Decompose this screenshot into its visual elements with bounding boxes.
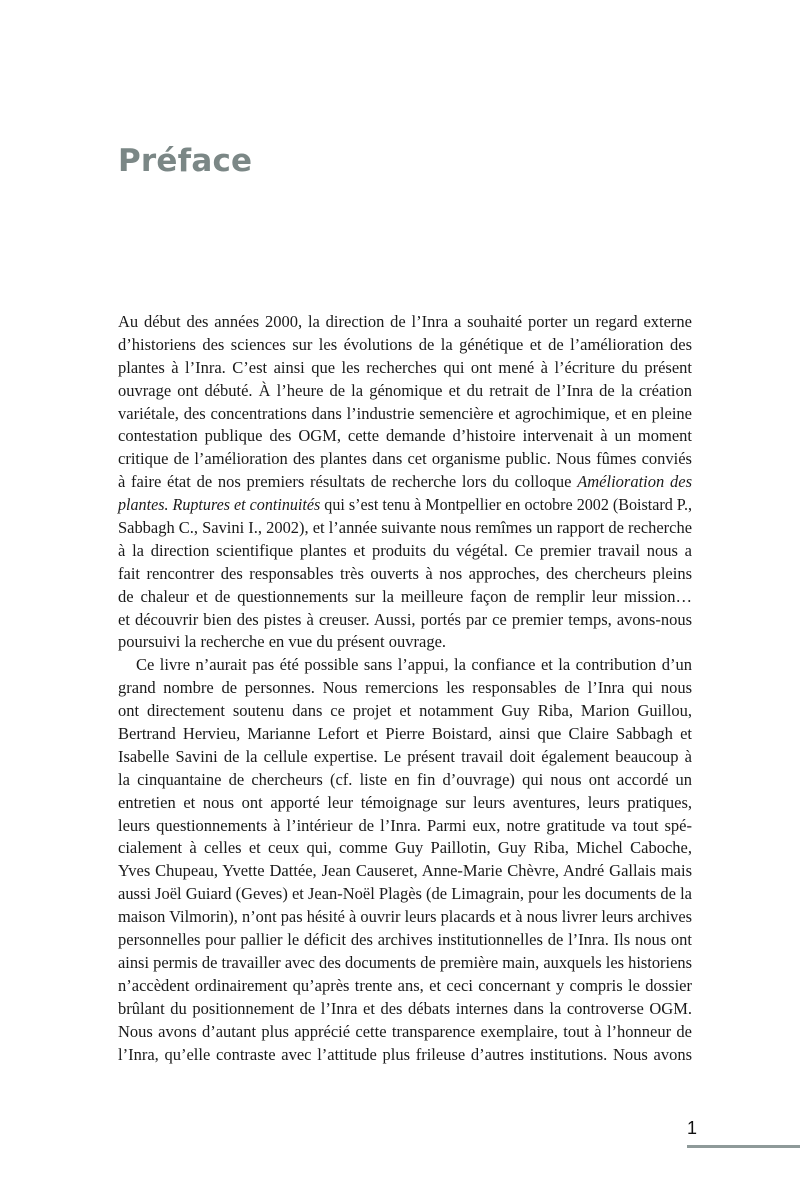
text-line bbox=[118, 837, 692, 860]
text-line bbox=[118, 906, 692, 929]
text-line bbox=[118, 494, 692, 517]
text-line bbox=[118, 746, 692, 769]
text-line bbox=[118, 792, 692, 815]
text-line-content bbox=[118, 380, 692, 403]
text-line-content bbox=[136, 654, 692, 677]
text-segment: entretien et nous ont apporté leur témoignage sur leurs aventures, leurs pratiques, bbox=[118, 792, 693, 812]
text-segment: à faire état de nos premiers résultats de recherche lors du colloque bbox=[118, 472, 578, 492]
text-segment: Isabelle Savini de la cellule expertise. Le présent travail doit également beaucoup à bbox=[118, 746, 692, 766]
text-line-content bbox=[118, 357, 692, 380]
text-line-content bbox=[118, 494, 692, 517]
text-segment: qui s’est tenu à Montpellier en octobre 2002 (Boistard P., bbox=[320, 495, 693, 515]
text-line bbox=[118, 357, 692, 380]
text-line-content bbox=[118, 792, 692, 815]
text-segment: de chaleur et de questionnements sur la meilleure façon de remplir leur mission… bbox=[118, 586, 692, 606]
text-line bbox=[118, 334, 692, 357]
text-line bbox=[118, 609, 692, 632]
text-line bbox=[118, 380, 692, 403]
text-line bbox=[118, 769, 692, 792]
text-line-content bbox=[118, 448, 692, 471]
text-segment: Nous avons d’autant plus apprécié cette transparence exemplaire, tout à l’honneur de bbox=[118, 1021, 692, 1041]
text-line-content bbox=[118, 517, 692, 540]
text-line-content bbox=[118, 860, 692, 883]
text-line-content bbox=[118, 540, 692, 563]
text-line-content bbox=[118, 1044, 692, 1067]
text-segment: ont directement soutenu dans ce projet et notamment Guy Riba, Marion Guillou, bbox=[118, 701, 692, 721]
text-segment: brûlant du positionnement de l’Inra et des débats internes dans la controverse OGM. bbox=[118, 998, 692, 1018]
text-line-content bbox=[118, 334, 692, 357]
text-segment: la cinquantaine de chercheurs (cf. liste en fin d’ouvrage) qui nous ont accordé un bbox=[118, 769, 692, 789]
text-line-content bbox=[118, 975, 692, 998]
text-line bbox=[118, 975, 692, 998]
text-segment: Ce livre n’aurait pas été possible sans l’appui, la confiance et la contribution d’un bbox=[136, 655, 693, 675]
text-line-content bbox=[118, 723, 692, 746]
text-line bbox=[118, 517, 692, 540]
text-line bbox=[118, 448, 692, 471]
text-line-content bbox=[118, 609, 692, 632]
page-title: Préface bbox=[118, 143, 253, 179]
text-segment: ainsi permis de travailler avec des documents de première main, auxquels les historiens bbox=[118, 952, 692, 972]
text-line bbox=[118, 654, 692, 677]
text-segment: n’accèdent ordinairement qu’après trente ans, et ceci concernant y compris le dossier bbox=[118, 975, 692, 995]
text-segment: leurs questionnements à l’intérieur de l’Inra. Parmi eux, notre gratitude va tout spé- bbox=[118, 815, 692, 835]
text-line bbox=[118, 815, 692, 838]
text-segment: Bertrand Hervieu, Marianne Lefort et Pierre Boistard, ainsi que Claire Sabbagh et bbox=[118, 724, 692, 744]
text-segment: variétale, des concentrations dans l’industrie semencière et agrochimique, et en pleine bbox=[118, 403, 692, 423]
text-line-content bbox=[118, 425, 692, 448]
text-segment: à la direction scientifique plantes et produits du végétal. Ce premier travail nous a bbox=[118, 540, 692, 560]
text-segment: Au début des années 2000, la direction de l’Inra a souhaité porter un regard externe bbox=[118, 312, 692, 331]
text-segment: ouvrage ont débuté. À l’heure de la génomique et du retrait de l’Inra de la création bbox=[118, 380, 692, 400]
page-number: 1 bbox=[687, 1118, 698, 1138]
text-line-content bbox=[118, 883, 692, 906]
text-line bbox=[118, 403, 692, 426]
text-line bbox=[118, 563, 692, 586]
text-segment: grand nombre de personnes. Nous remercions les responsables de l’Inra qui nous bbox=[118, 678, 692, 698]
text-line bbox=[118, 998, 692, 1021]
text-line-content bbox=[118, 746, 692, 769]
text-line-content bbox=[118, 563, 692, 586]
text-line bbox=[118, 723, 692, 746]
text-segment: personnelles pour pallier le déficit des archives institutionnelles de l’Inra. Ils nous ont bbox=[118, 930, 693, 950]
text-line bbox=[118, 540, 692, 563]
text-line bbox=[118, 929, 692, 952]
italic-text: plantes. Ruptures et continuités bbox=[118, 495, 321, 515]
text-line-content bbox=[118, 906, 692, 929]
text-line-content bbox=[118, 998, 692, 1021]
text-line-content bbox=[118, 1021, 692, 1044]
text-line bbox=[118, 471, 692, 494]
text-line bbox=[118, 677, 692, 700]
footer-rule bbox=[687, 1145, 800, 1148]
text-line bbox=[118, 952, 692, 975]
text-line bbox=[118, 425, 692, 448]
text-line-content bbox=[118, 700, 692, 723]
text-line bbox=[118, 883, 692, 906]
text-line bbox=[118, 860, 692, 883]
text-segment: aussi Joël Guiard (Geves) et Jean-Noël Plagès (de Limagrain, pour les documents de la bbox=[118, 884, 693, 904]
text-segment: Yves Chupeau, Yvette Dattée, Jean Causeret, Anne-Marie Chèvre, André Gallais mais bbox=[118, 861, 692, 881]
text-line bbox=[118, 1044, 692, 1067]
text-segment: critique de l’amélioration des plantes dans cet organisme public. Nous fûmes conviés bbox=[118, 449, 692, 469]
text-segment: contestation publique des OGM, cette demande d’histoire intervenait à un moment bbox=[118, 426, 692, 446]
text-segment: poursuivi la recherche en vue du présent ouvrage. bbox=[118, 632, 447, 652]
paragraph bbox=[118, 311, 692, 654]
text-line-content bbox=[118, 769, 692, 792]
text-line-content bbox=[118, 929, 692, 952]
text-line bbox=[118, 631, 692, 654]
text-line-content bbox=[118, 631, 446, 654]
text-line-content bbox=[118, 586, 692, 609]
text-line-content bbox=[118, 471, 692, 494]
body-text bbox=[118, 311, 692, 1066]
text-segment: d’historiens des sciences sur les évolutions de la génétique et de l’amélioration des bbox=[118, 334, 692, 354]
italic-text: Amélioration des bbox=[577, 472, 692, 492]
text-line-content bbox=[118, 403, 692, 426]
text-segment: l’Inra, qu’elle contraste avec l’attitude plus frileuse d’autres institutions. Nous avons bbox=[118, 1044, 693, 1064]
text-line-content bbox=[118, 815, 692, 838]
paragraph bbox=[118, 654, 692, 1066]
text-segment: plantes à l’Inra. C’est ainsi que les recherches qui ont mené à l’écriture du présent bbox=[118, 357, 693, 377]
text-segment: cialement à celles et ceux qui, comme Guy Paillotin, Guy Riba, Michel Caboche, bbox=[118, 838, 692, 858]
text-line bbox=[118, 1021, 692, 1044]
text-line-content bbox=[118, 837, 692, 860]
text-line-content bbox=[118, 311, 692, 334]
text-segment: et découvrir bien des pistes à creuser. Aussi, portés par ce premier temps, avons-nous bbox=[118, 609, 692, 629]
text-line bbox=[118, 586, 692, 609]
text-line bbox=[118, 700, 692, 723]
text-segment: fait rencontrer des responsables très ouverts à nos approches, des chercheurs pleins bbox=[118, 563, 692, 583]
text-line-content bbox=[118, 677, 692, 700]
text-line-content bbox=[118, 952, 692, 975]
text-line bbox=[118, 311, 692, 334]
text-segment: Sabbagh C., Savini I., 2002), et l’année suivante nous remîmes un rapport de recherche bbox=[118, 518, 693, 538]
text-segment: maison Vilmorin), n’ont pas hésité à ouvrir leurs placards et à nous livrer leurs archives bbox=[118, 907, 693, 927]
